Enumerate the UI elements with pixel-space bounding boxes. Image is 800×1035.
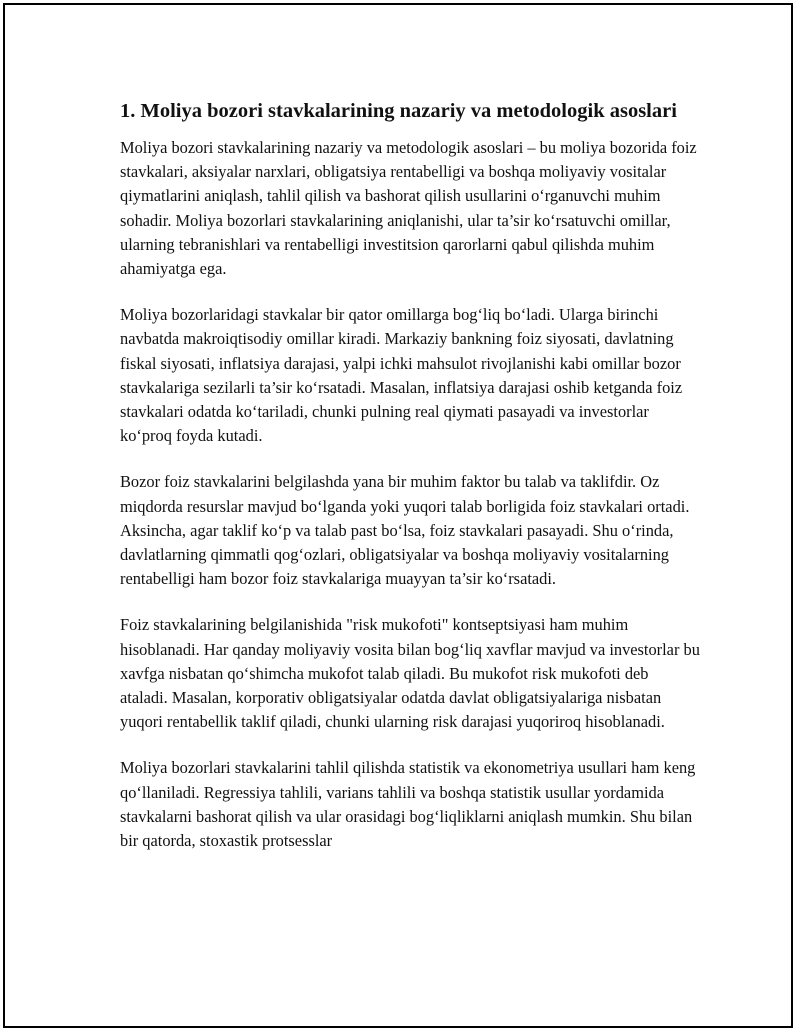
paragraph-4: Foiz stavkalarining belgilanishida "risk mukofoti" kontseptsiyasi ham muhim hisoblanadi. Har qanday moliyaviy vosita bilan bog‘liq xavflar mavjud va investorlar bu xavfga nisbatan qo‘shimcha mukofot talab qiladi. Bu mukofot risk mukofoti deb ataladi. Masalan, korporativ obligatsiyalar odatda davlat obligatsiyalariga nisbatan yuqori rentabellik taklif qiladi, chunki ularning risk darajasi yuqoriroq hisoblanadi. [120,615,700,732]
page-frame [3,3,793,1028]
paragraph-3: Bozor foiz stavkalarini belgilashda yana bir muhim faktor bu talab va taklifdir. Oz miqdorda resurslar mavjud bo‘lganda yoki yuqori talab borligida foiz stavkalari ortadi. Aksincha, agar taklif ko‘p va talab past bo‘lsa, foiz stavkalari pasayadi. Shu o‘rinda, davlatlarning qimmatli qog‘ozlari, obligatsiyalar va boshqa moliyaviy vositalarning rentabelligi ham bozor foiz stavkalariga muayyan ta’sir ko‘rsatadi. [120,472,690,589]
paragraph-2: Moliya bozorlaridagi stavkalar bir qator omillarga bog‘liq bo‘ladi. Ularga birinchi navbatda makroiqtisodiy omillar kiradi. Markaziy bankning foiz siyosati, davlatning fiskal siyosati, inflatsiya darajasi, yalpi ichki mahsulot rivojlanishi kabi omillar bozor stavkalariga sezilarli ta’sir ko‘rsatadi. Masalan, inflatsiya darajasi oshib ketganda foiz stavkalari odatda ko‘tariladi, chunki pulning real qiymati pasayadi va investorlar ko‘proq foyda kutadi. [120,305,683,446]
paragraph-1: Moliya bozori stavkalarining nazariy va metodologik asoslari – bu moliya bozorida foiz stavkalari, aksiyalar narxlari, obligatsiya rentabelligi va boshqa moliyaviy vositalar qiymatlarini aniqlash, tahlil qilish va bashorat qilish usullarini o‘rganuvchi muhim sohadir. Moliya bozorlari stavkalarining aniqlanishi, ular ta’sir ko‘rsatuvchi omillar, ularning tebranishlari va rentabelligi investitsion qarorlarni qabul qilishda muhim ahamiyatga ega. [120,138,697,279]
paragraph-5: Moliya bozorlari stavkalarini tahlil qilishda statistik va ekonometriya usullari ham keng qo‘llaniladi. Regressiya tahlili, varians tahlili va boshqa statistik usullar yordamida stavkalarni bashorat qilish va ular orasidagi bog‘liqliklarni aniqlash mumkin. Shu bilan bir qatorda, stoxastik protsesslar [120,758,696,851]
document-body [120,97,700,875]
section-heading: 1. Moliya bozori stavkalarining nazariy va metodologik asoslari [120,100,677,122]
